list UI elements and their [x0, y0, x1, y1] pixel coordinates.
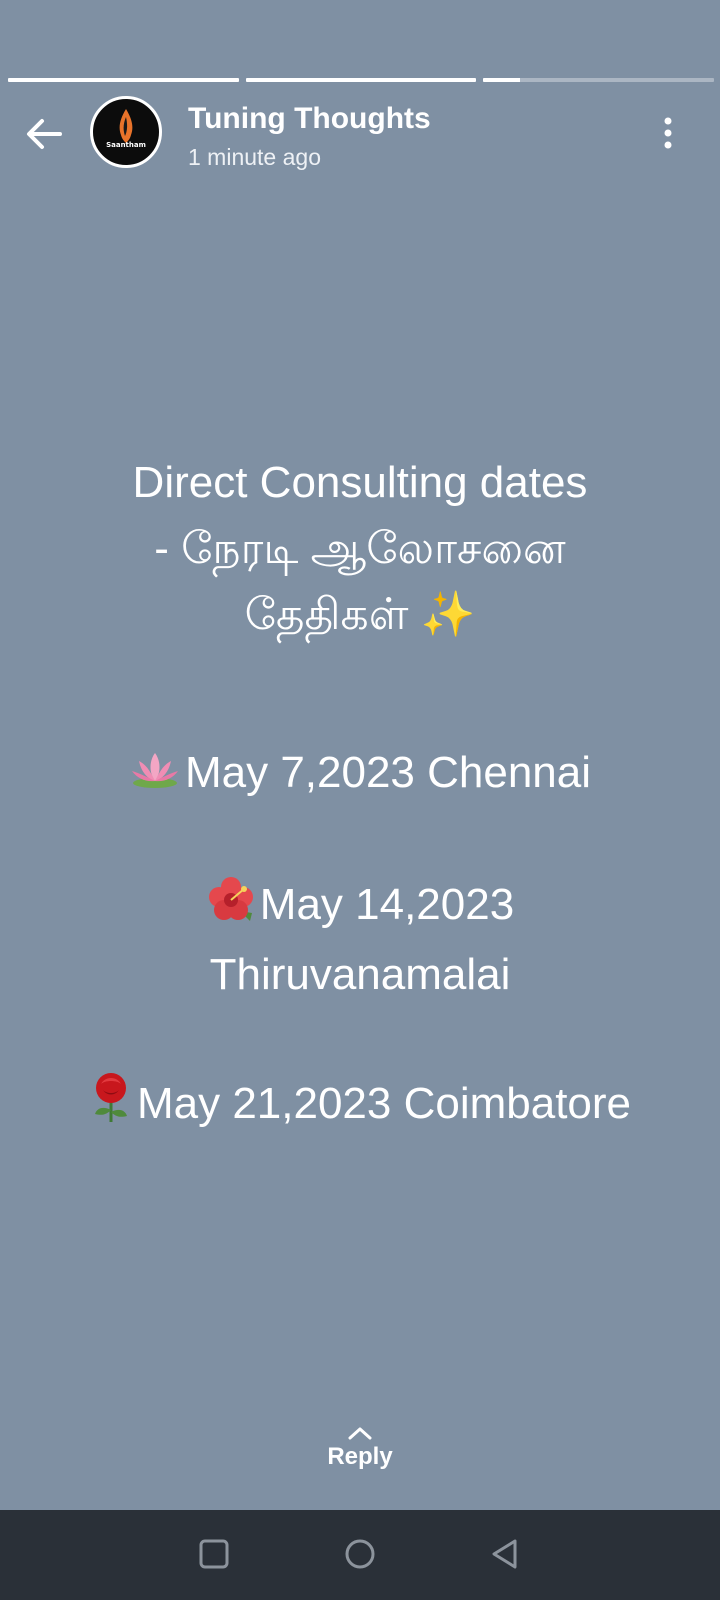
more-vert-icon[interactable]	[660, 116, 676, 152]
chevron-up-icon	[346, 1425, 374, 1441]
avatar[interactable]	[90, 96, 162, 168]
story-time: 1 minute ago	[188, 144, 321, 170]
back-arrow-icon[interactable]	[22, 112, 66, 156]
story-author[interactable]: Tuning Thoughts	[188, 102, 431, 135]
heading-line: தேதிகள் ✨	[244, 590, 476, 639]
progress-segment	[246, 78, 477, 82]
circle-icon[interactable]	[340, 1535, 380, 1575]
system-nav-bar	[0, 1510, 720, 1600]
reply-button[interactable]	[310, 1425, 410, 1471]
message-heading	[40, 450, 680, 648]
reply-label: Reply	[327, 1443, 393, 1470]
date-text: May 21,2023 Coimbatore	[136, 1079, 632, 1128]
hibiscus-icon	[206, 875, 256, 942]
heading-line: Direct Consulting dates	[132, 458, 588, 507]
date-text: May 7,2023 Chennai	[184, 748, 592, 797]
date-entry-chennai	[40, 740, 680, 810]
date-entry-coimbatore	[40, 1070, 680, 1141]
lotus-icon	[129, 744, 181, 810]
progress-segment-current	[483, 78, 714, 82]
rose-icon	[89, 1070, 133, 1141]
avatar-brand: Saantham	[106, 141, 146, 149]
date-location: Thiruvanamalai	[209, 950, 511, 999]
flame-logo-icon	[93, 99, 159, 165]
progress-segment	[8, 78, 239, 82]
square-icon[interactable]	[194, 1535, 234, 1575]
date-text: May 14,2023	[259, 880, 515, 929]
triangle-back-icon[interactable]	[486, 1535, 526, 1575]
heading-line: - நேரடி ஆலோசனை	[154, 524, 566, 573]
date-entry-thiruvanamalai	[40, 872, 680, 1008]
story-progress	[8, 78, 714, 82]
